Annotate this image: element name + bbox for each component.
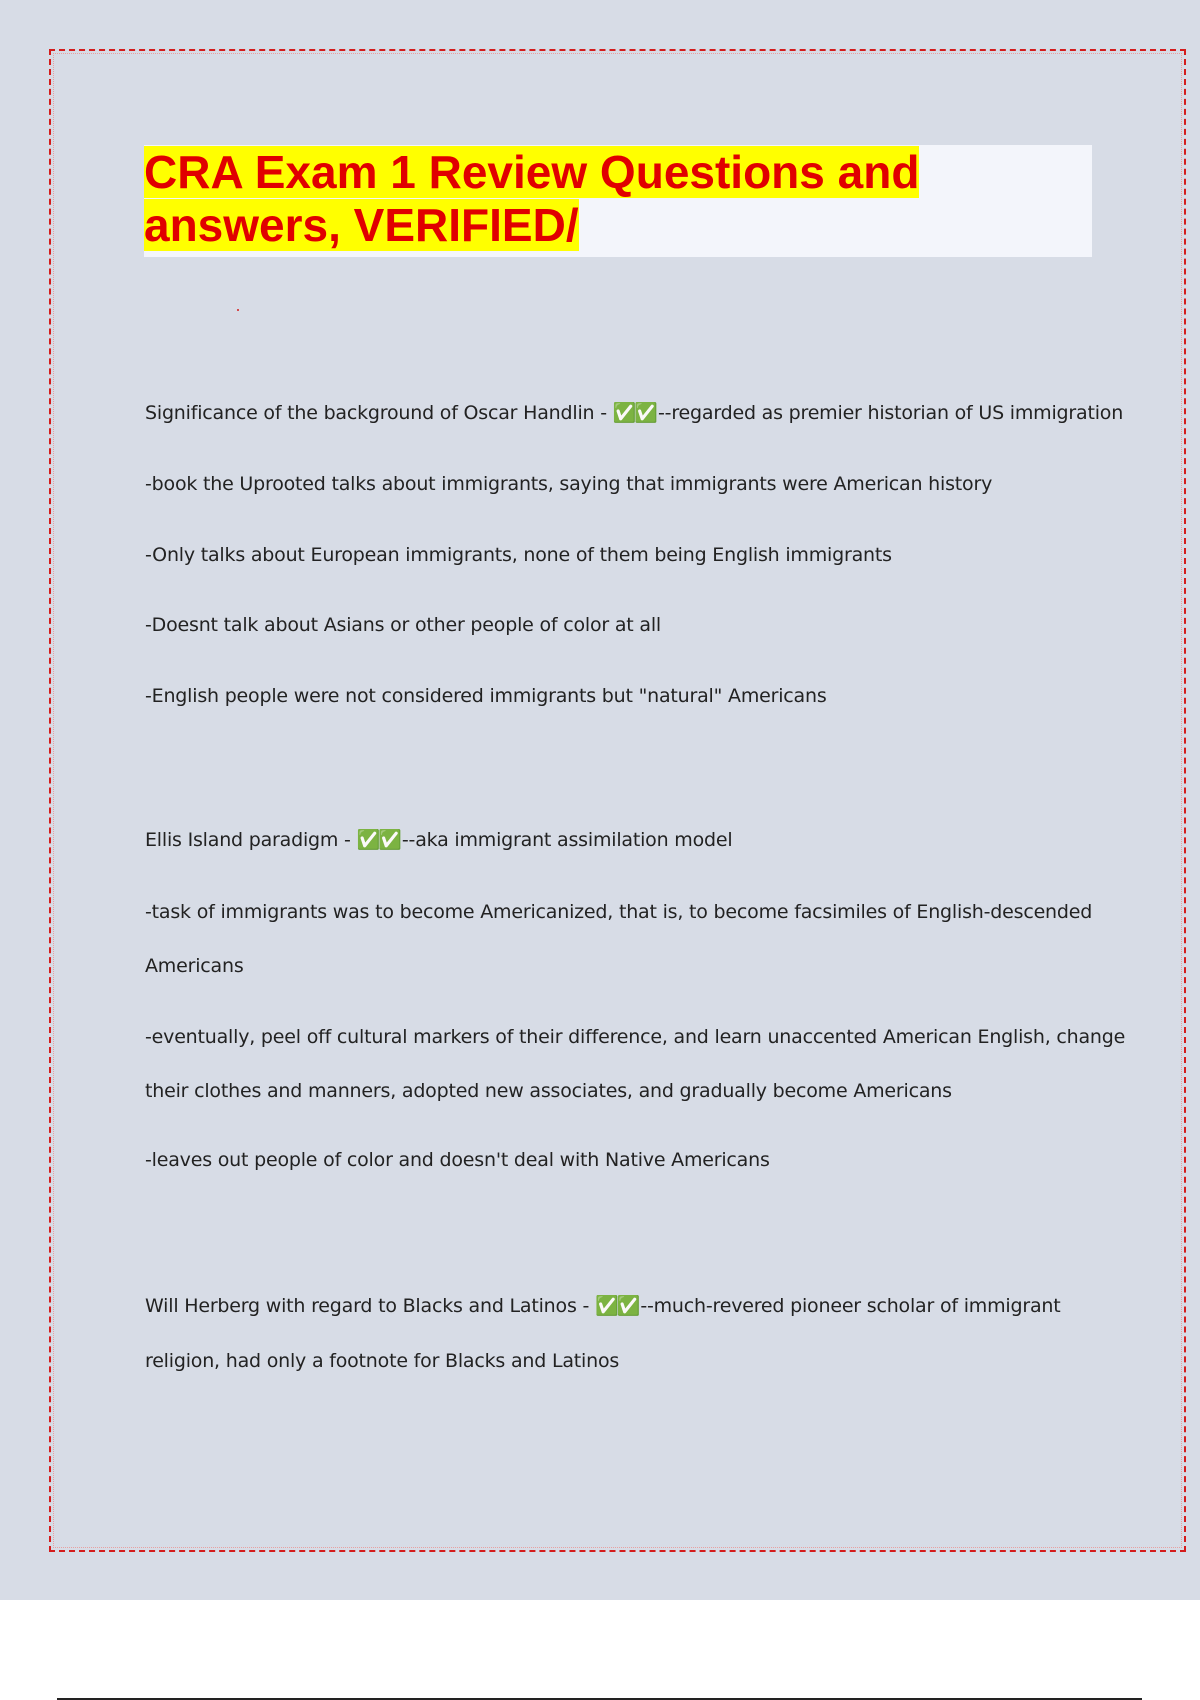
check-marks-icon: ✅✅	[356, 829, 400, 851]
entry-answer: --much-revered pioneer scholar of immigrant	[640, 1295, 1061, 1317]
entry-point: Americans	[145, 955, 244, 977]
title-line-2: answers, VERIFIED/	[144, 199, 579, 251]
entry-point: religion, had only a footnote for Blacks and Latinos	[145, 1350, 620, 1372]
entry-answer: --regarded as premier historian of US immigration	[658, 402, 1124, 424]
entry-point: -task of immigrants was to become Americanized, that is, to become facsimiles of English-descended	[145, 901, 1093, 923]
entry-point: -leaves out people of color and doesn't deal with Native Americans	[145, 1149, 770, 1171]
entry-point: their clothes and manners, adopted new associates, and gradually become Americans	[145, 1080, 952, 1102]
page-border-inner	[53, 53, 1182, 1548]
entry-point: -English people were not considered immigrants but "natural" Americans	[145, 685, 827, 707]
entry-question	[145, 1294, 1060, 1317]
stray-mark	[237, 309, 239, 311]
entry-question	[145, 401, 1123, 424]
entry-point: -Doesnt talk about Asians or other people of color at all	[145, 614, 661, 636]
entry-point: -book the Uprooted talks about immigrants, saying that immigrants were American history	[145, 473, 993, 495]
title-line-1: CRA Exam 1 Review Questions and	[144, 146, 920, 198]
document-title	[144, 146, 1044, 252]
entry-term: Will Herberg with regard to Blacks and Latinos -	[145, 1295, 595, 1317]
entry-answer: --aka immigrant assimilation model	[401, 829, 733, 851]
check-marks-icon: ✅✅	[612, 402, 657, 424]
entry-term: Significance of the background of Oscar Handlin -	[145, 402, 613, 424]
entry-point: -Only talks about European immigrants, none of them being English immigrants	[145, 544, 892, 566]
entry-term: Ellis Island paradigm -	[145, 829, 357, 851]
entry-point: -eventually, peel off cultural markers of their difference, and learn unaccented American English, change	[145, 1026, 1126, 1048]
entry-question	[145, 828, 732, 851]
check-marks-icon: ✅✅	[594, 1295, 639, 1317]
